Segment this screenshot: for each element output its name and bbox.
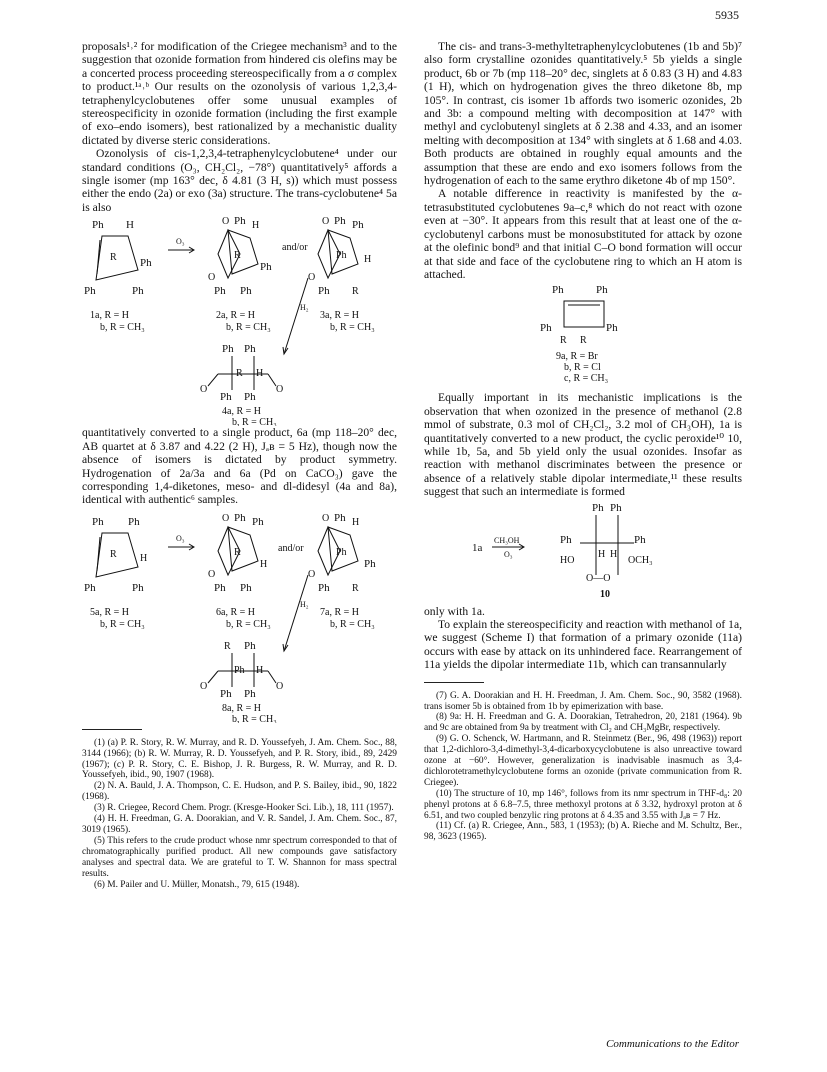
left-footnotes [82,738,397,891]
structure-10-figure [424,499,742,605]
s2-8-o-left: O [200,680,208,692]
s9-label-9a: 9a, R = Br [556,351,598,363]
s1-1-ph-top: Ph [92,219,104,232]
s10-label: 10 [600,588,610,600]
s1-andor: and/or [282,242,308,254]
s1-4-r: R [236,368,243,380]
s1-2-r: R [234,250,241,262]
footnote-rule [82,729,142,730]
s2-label-7b: b, R = CH₃ [330,618,375,630]
s1-1-ph-bl: Ph [84,285,96,298]
s10-reagent-meoh: CH₃OH [494,535,520,545]
s2-6-ph-top2: Ph [252,515,264,528]
footnote: (3) R. Criegee, Record Chem. Progr. (Kresge-Hooker Sci. Lib.), 18, 111 (1957). [94,803,394,814]
s9-ph-tr: Ph [596,284,608,297]
s10-ho: HO [560,554,575,566]
s2-8-ph-tr: Ph [244,639,256,652]
footnote: (10) The structure of 10, mp 146°, follows from its nmr spectrum in THF-d₈: 20 phenyl protons at δ 6.8–7.5, three methoxyl protons at δ 3.32, hydroxyl proton at δ 6.51, and two coupled benzylic ring protons at δ 4.35 and 3.55 with Jₐʙ = 7 Hz. [424,788,742,821]
s9-label-9b: b, R = Cl [564,362,601,374]
scheme-1-figure [82,214,397,426]
s2-7-ph-mid: Ph [336,546,347,558]
s1-3-o-top: O [322,216,330,228]
s2-7-ph-right: Ph [364,557,376,570]
s2-arrow-h2 [284,575,308,651]
s1-h2-reagent: H₂ [300,303,309,313]
s10-reagent-o3: O₃ [504,549,513,559]
s1-4-ph-br: Ph [244,391,256,404]
s1-3-r: R [352,286,359,298]
s2-5-ph-br: Ph [132,581,144,594]
s1-4-co-left [208,374,218,386]
s1-2-h: H [252,220,260,232]
left-paragraph-1: proposals¹˒² for modification of the Criegee mechanism³ and to the suggestion that ozonide formation from hindered cis olefins may be a concerted process proceeding stereospecifically from a σ complex to product.¹ᵃ˒ᵇ Our results on the ozonolysis of various 1,2,3,4-tetraphenylcyclobutenes offer some unusual examples of stereospecificity in ozonide formation (including the first example of exo–endo isomers), best rationalized by a mechanistic duality dictated by diverse steric considerations. [82,40,397,147]
s1-1-ring [96,236,138,280]
s9-label-9c: c, R = CH₃ [564,373,609,385]
left-paragraph-3: quantitatively converted to a single product, 6a (mp 118–20° dec, AB quartet at δ 3.87 and 4.22 (2 H), Jₐʙ = 5 Hz), though now the absence of isomers is dictated by product symmetry. Hydrogenation of 2a/3a and 6a (Pd on CaCO₃) gave the corresponding 1,4-diketones, meso- and dl-didesyl (4a and 8a), identical with authentic⁶ samples. [82,426,397,507]
s1-label-4a: 4a, R = H [222,406,261,418]
s1-4-o-right: O [276,384,284,396]
s2-7-r: R [352,582,359,594]
right-paragraph-3: Equally important in its mechanistic implications is the observation that when ozonized in the presence of methanol (2.8 mmol of substrate, 0.3 mol of CH₂Cl₂, 3.2 mol of CH₃OH), 1a is quantitatively converted to a new product, the cyclic peroxide¹⁰ 10, while 1b, 5a, and 5b yield only the usual ozonides. Insofar as reaction with methanol discriminates between the presence or absence of a relatively stable dipolar intermediate,¹¹ these results suggest that such an intermediate is formed [424,391,742,499]
s1-1-ph-right: Ph [140,257,152,270]
right-footnotes [424,691,742,844]
s1-1-h: H [126,219,134,232]
s2-5-ph-bl: Ph [84,581,96,594]
s2-8-r-tl: R [224,640,231,652]
s1-label-4b: b, R = CH₃ [232,417,277,427]
s9-ph-bl: Ph [540,322,552,335]
s1-3-o-left: O [308,272,316,284]
s9-r-left: R [560,335,567,347]
footnote: (11) Cf. (a) R. Criegee, Ann., 583, 1 (1953); (b) A. Rieche and M. Schultz, Ber., 98, 3623 (1965). [424,821,742,843]
s1-label-2a: 2a, R = H [216,310,255,322]
right-paragraph-5: To explain the stereospecificity and reaction with methanol of 1a, we suggest (Scheme I) that formation of a primary ozonide (11a) occurs with ease by attack on its unhindered face. Rearrangement of 11a yields the dipolar intermediate 11b, which can transannularly [424,617,742,672]
s1-label-2b: b, R = CH₃ [226,322,271,334]
s2-label-8b: b, R = CH₃ [232,713,277,723]
s10-ph-tr: Ph [610,501,622,514]
s2-5-ring [96,533,138,577]
right-paragraph-1: The cis- and trans-3-methyltetraphenylcyclobutenes (1b and 5b)⁷ also form crystalline ozonides quantitatively.⁵ 5b yields a single product, 6b or 7b (mp 118–20° dec, singlets at δ 0.83 (3 H) and 4.83 (1 H), which on hydrogenation gives the threo diketone 8b, mp 105°. In contrast, cis isomer 1b affords two isomeric ozonides, 2b and 3b: a compound melting with decomposition at 147° with methyl and cyclobutenyl singlets at δ 2.38 and 4.33, and an isomer melting with decomposition at 134° with singlets at δ 1.68 and 4.03. Both products are obtained in roughly equal amounts and the assumption that these are endo and exo isomers follows from the hydrogenation of each to the same erythro diketone 4b of mp 150°. [424,40,742,188]
s2-5-h: H [140,552,148,564]
s2-8-ph-bl: Ph [220,687,232,700]
s2-label-7a: 7a, R = H [320,606,359,618]
s1-label-3b: b, R = CH₃ [330,322,375,334]
footnote: (4) H. H. Freedman, G. A. Doorakian, and V. R. Sandel, J. Am. Chem. Soc., 87, 3019 (1965). [82,814,397,835]
s2-6-ph-top: Ph [234,511,246,524]
s2-8-co-right [268,671,276,683]
s2-5-r: R [110,548,117,560]
s2-8-ph-mid: Ph [234,664,245,676]
s2-7-o-left: O [308,568,316,580]
s2-7-h: H [352,516,360,528]
right-paragraph-4: only with 1a. [424,604,485,618]
footnote: (2) N. A. Bauld, J. A. Thompson, C. E. Hudson, and P. S. Bailey, ibid., 90, 1822 (1968). [82,781,397,803]
footnote: (5) This refers to the crude product whose nmr spectrum corresponded to that of chromatographically purified product. All new compounds gave satisfactory analyses and spectral data. We are grateful to T. W. Shannon for mass spectral results. [82,835,397,879]
s1-1-r: R [110,252,117,264]
structure-9-figure [424,281,742,385]
s2-6-r: R [234,546,241,558]
s9-ph-br: Ph [606,322,618,335]
footnote: (7) G. A. Doorakian and H. H. Freedman, J. Am. Chem. Soc., 90, 3582 (1968). trans isomer 5b is obtained from 1b by epimerization with base. [424,690,742,712]
page-number: 5935 [715,8,739,22]
s2-o3-reagent: O₃ [176,533,185,543]
s1-label-1b: b, R = CH₃ [100,322,145,334]
s10-ph-tl: Ph [592,501,604,514]
s10-h-right: H [610,548,618,560]
s1-2-ring [228,230,258,274]
s1-o3-reagent: O₃ [176,237,185,247]
s1-2-ph-br: Ph [240,285,252,298]
s1-1-ph-br: Ph [132,285,144,298]
s2-6-ph-br: Ph [240,581,252,594]
s9-ph-tl: Ph [552,284,564,297]
footnote: (1) (a) P. R. Story, R. W. Murray, and R. D. Youssefyeh, J. Am. Chem. Soc., 88, 3144 (1966); (b) R. W. Murray, R. D. Youssefyeh, and P. R. Story, ibid., 89, 2429 (1967); (c) P. R. Story, C. E. Bishop, J. R. Burgess, R. W. Murray, and R. D. Youssefyeh, ibid., 90, 1907 (1968). [82,737,397,781]
footnote: (6) M. Pailer and U. Müller, Monatsh., 79, 615 (1948). [94,879,300,890]
right-paragraph-2: A notable difference in reactivity is manifested by the α-tetrasubstituted cyclobutenes 9a–c,⁸ which do not react with ozone even at −30°. It appears from this result that at least one of the α-cyclobutenyl carbons must be monosubstituted for attack by ozone at the olefinic bond⁹ and that initial C–O bond formation will occur at that side and face of the cyclobutene ring to which an H atom is attached. [424,187,742,281]
s1-3-ph-mid: Ph [336,250,347,262]
s1-4-ph-bl: Ph [220,391,232,404]
s1-2-o-top: O [222,216,230,228]
s1-2-o-left: O [208,272,216,284]
s10-h-left: H [598,548,606,560]
s2-label-5a: 5a, R = H [90,606,129,618]
left-column [82,40,397,890]
s2-5-ph-top: Ph [92,515,104,528]
s1-label-1a: 1a, R = H [90,310,129,322]
s2-8-o-right: O [276,680,284,692]
footnote-rule [424,682,484,683]
s2-andor: and/or [278,542,304,554]
s1-4-ph-tl: Ph [222,343,234,356]
s9-r-right: R [580,335,587,347]
s10-starting-material: 1a [472,541,483,554]
s1-2-ph-bl: Ph [214,285,226,298]
s1-arrow-h2 [284,278,308,354]
s2-7-ph-bl: Ph [318,581,330,594]
page-footer: Communications to the Editor [606,1038,739,1050]
footnote: (9) G. O. Schenck, W. Hartmann, and R. Steinmetz (Ber., 96, 498 (1963)) report that 1,2-dichloro-3,4-dimethyl-3,4-dicarboxycyclobutene is also unreactive toward ozone at −60°. However, generalization is inadvisable inasmuch as 3,4-dichlorotetramethylcyclobutene forms an ozonide (private communication from R. Criegee). [424,734,742,788]
s1-2-ph-top: Ph [234,215,246,228]
s1-label-3a: 3a, R = H [320,310,359,322]
s1-3-ph-top: Ph [334,215,346,228]
s2-label-6a: 6a, R = H [216,606,255,618]
s1-4-h: H [256,368,264,380]
s10-och3: OCH₃ [628,554,653,566]
s2-8-h: H [256,664,264,676]
s10-peroxide: O—O [586,572,611,584]
s2-7-o-top: O [322,512,330,524]
s2-h2-reagent: H₂ [300,599,309,609]
footnote: (8) 9a: H. H. Freedman and G. A. Doorakian, Tetrahedron, 20, 2181 (1964). 9b and 9c are obtained from 9a by treatment with Cl₂ and CH₃MgBr, respectively. [424,712,742,734]
s2-8-co-left [208,671,218,683]
s1-3-ph-bl: Ph [318,285,330,298]
s2-7-ph-top: Ph [334,511,346,524]
s1-3-ph-top2: Ph [352,219,364,232]
s1-4-o-left: O [200,384,208,396]
s10-ph-right: Ph [634,533,646,546]
left-paragraph-2: Ozonolysis of cis-1,2,3,4-tetraphenylcyclobutene⁴ under our standard conditions (O₃, CH₂Cl₂, −78°) quantitatively⁵ affords a single isomer (mp 163° dec, δ 4.81 (3 H, s)) which must possess either the endo (2a) or exo (3a) structure. The trans-cyclobutene⁴ 5a is also [82,147,397,214]
s1-2-ph-right: Ph [260,261,272,274]
s1-4-co-right [268,374,276,386]
s2-6-ph-bl: Ph [214,581,226,594]
scheme-2-figure [82,511,397,723]
s2-6-o-top: O [222,512,230,524]
s2-8-ph-br: Ph [244,687,256,700]
s2-5-ph-top2: Ph [128,515,140,528]
s2-label-5b: b, R = CH₃ [100,618,145,630]
s1-4-ph-tr: Ph [244,343,256,356]
s10-ph-left: Ph [560,533,572,546]
s2-6-o-left: O [208,568,216,580]
s2-6-ring [228,527,258,571]
right-column [424,40,742,843]
s2-label-6b: b, R = CH₃ [226,618,271,630]
s2-label-8a: 8a, R = H [222,702,261,714]
s2-6-h: H [260,558,268,570]
s1-3-h: H [364,254,372,266]
